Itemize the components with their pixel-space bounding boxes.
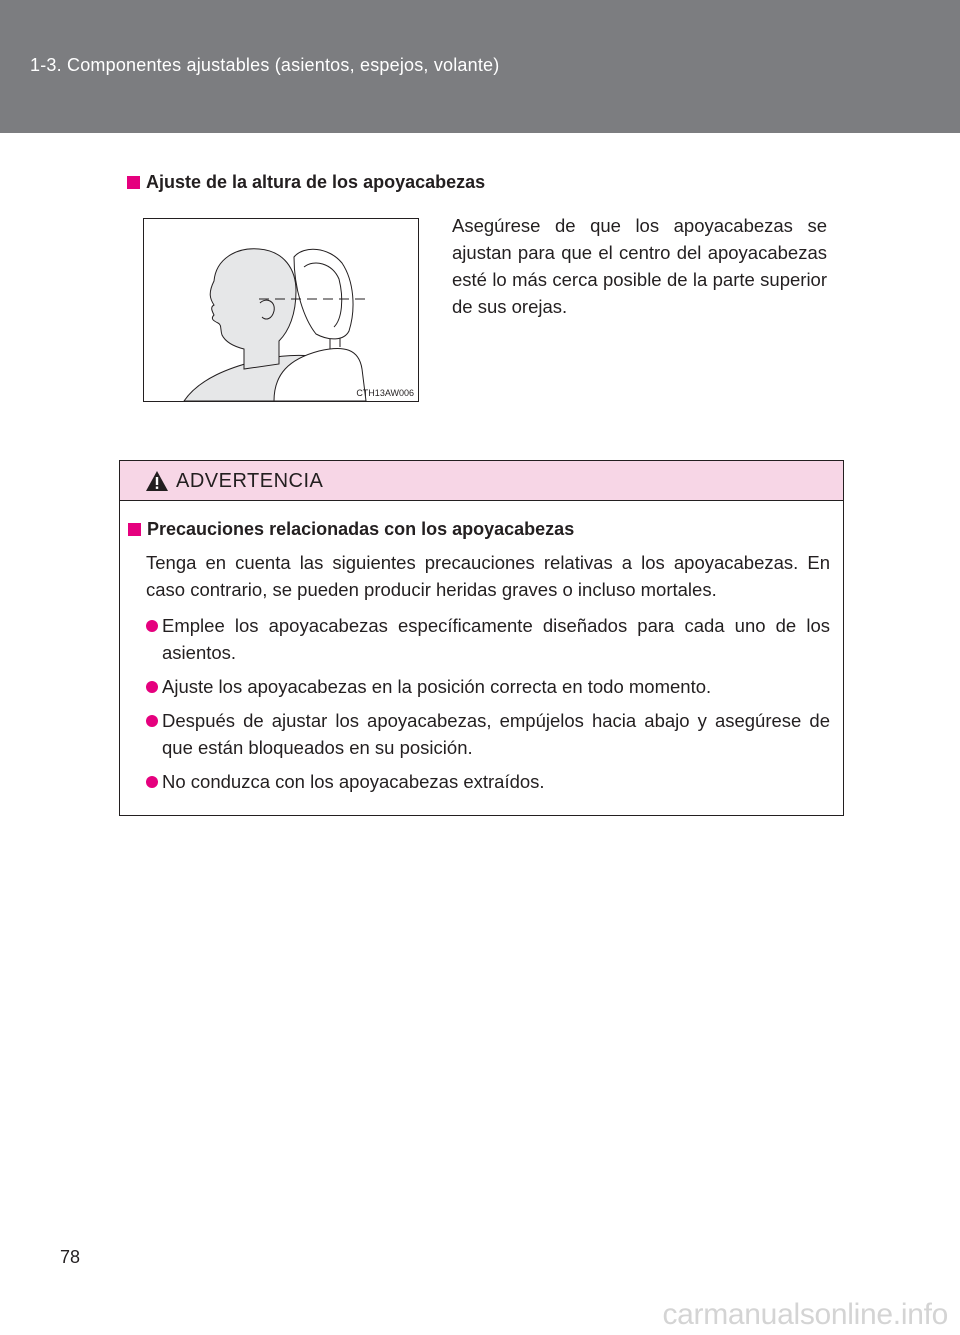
figure-code: CTH13AW006 bbox=[356, 388, 414, 398]
section-description: Asegúrese de que los apoyacabezas se ajustan para que el centro del apoyacabezas esté lo más cerca posible de la parte superior de sus orejas. bbox=[452, 215, 827, 317]
section-heading-text: Ajuste de la altura de los apoyacabezas bbox=[146, 172, 486, 192]
headrest-illustration bbox=[143, 218, 419, 402]
warning-list-item bbox=[146, 768, 830, 795]
round-bullet-icon bbox=[146, 776, 158, 788]
watermark: carmanualsonline.info bbox=[662, 1298, 948, 1331]
warning-intro: Tenga en cuenta las siguientes precauciones relativas a los apoyacabezas. En caso contrario, se pueden producir heridas graves o incluso mortales. bbox=[146, 552, 830, 600]
warning-triangle-icon bbox=[145, 470, 169, 492]
head-and-headrest-drawing bbox=[144, 219, 418, 401]
chapter-title: 1-3. Componentes ajustables (asientos, espejos, volante) bbox=[30, 55, 500, 75]
round-bullet-icon bbox=[146, 681, 158, 693]
section-heading bbox=[127, 172, 485, 193]
square-bullet-icon bbox=[127, 176, 140, 189]
page-number: 78 bbox=[60, 1247, 81, 1267]
round-bullet-icon bbox=[146, 715, 158, 727]
round-bullet-icon bbox=[146, 620, 158, 632]
warning-label: ADVERTENCIA bbox=[176, 470, 324, 492]
warning-subheading bbox=[128, 519, 574, 540]
warning-subheading-text: Precauciones relacionadas con los apoyacabezas bbox=[147, 519, 575, 539]
square-bullet-icon bbox=[128, 523, 141, 536]
warning-list-item bbox=[146, 673, 830, 700]
warning-list-item bbox=[146, 612, 830, 666]
page-header bbox=[0, 0, 960, 133]
warning-item-text: Ajuste los apoyacabezas en la posición correcta en todo momento. bbox=[162, 676, 712, 697]
warning-box bbox=[119, 460, 844, 816]
warning-header bbox=[120, 461, 843, 501]
warning-item-text: Después de ajustar los apoyacabezas, empújelos hacia abajo y asegúrese de que están bloqueados en su posición. bbox=[162, 710, 830, 758]
warning-list-item bbox=[146, 707, 830, 761]
warning-item-text: No conduzca con los apoyacabezas extraídos. bbox=[162, 771, 545, 792]
warning-item-text: Emplee los apoyacabezas específicamente diseñados para cada uno de los asientos. bbox=[162, 615, 830, 663]
